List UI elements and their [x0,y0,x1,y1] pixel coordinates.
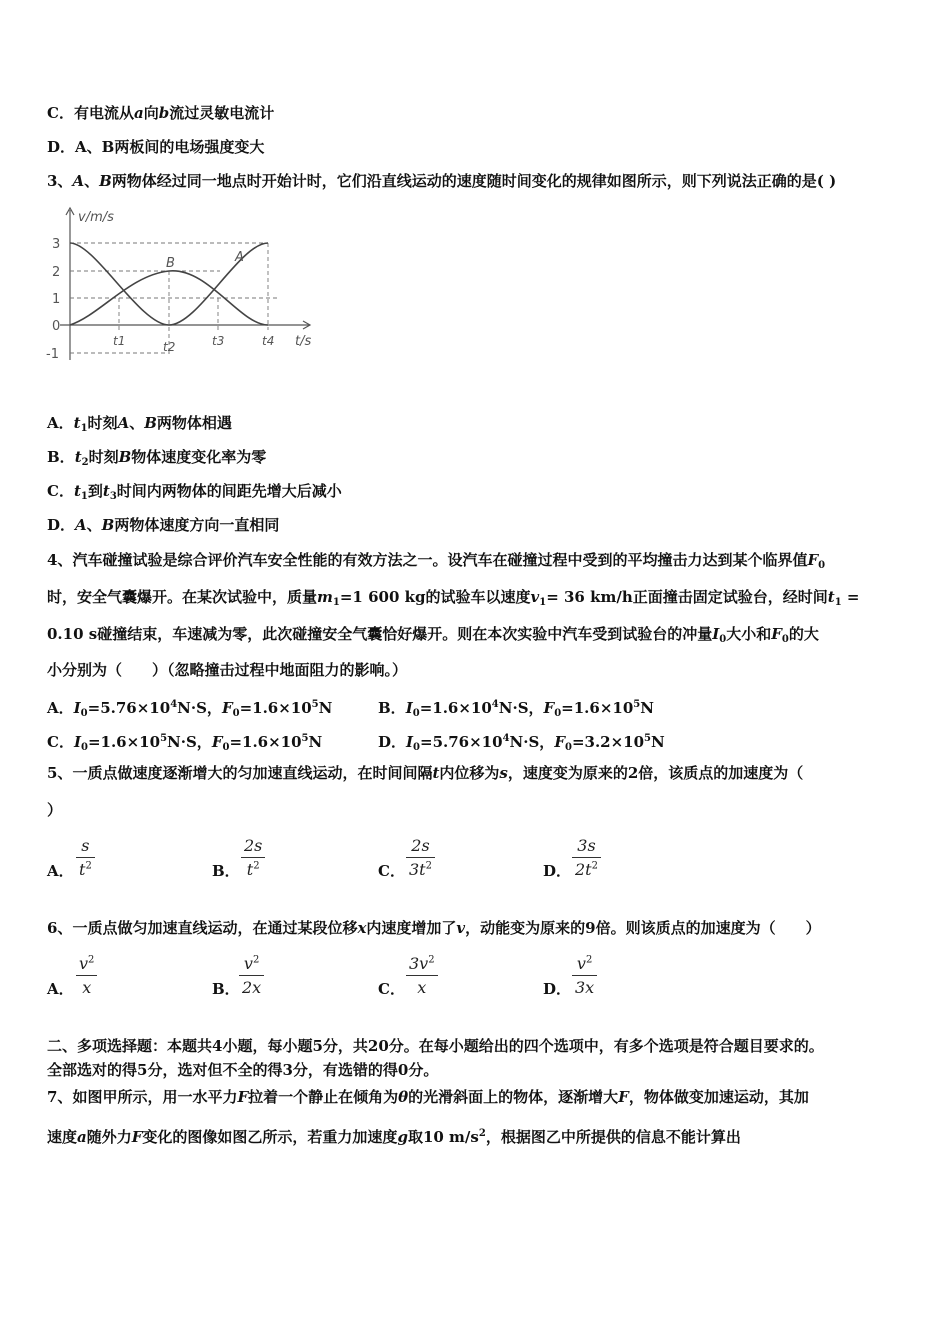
q5-option-b-fraction: 2s $t^2$ [241,836,265,879]
q7-stem-line1: 7、如图甲所示，用一水平力F拉着一个静止在倾角为θ的光滑斜面上的物体，逐渐增大F，物体做变加速运动，其加 [47,1088,809,1106]
q3-stem: 3、A、B两物体经过同一地点时开始计时，它们沿直线运动的速度随时间变化的规律如图所示，则下列说法正确的是( ) [47,172,837,190]
q6-option-a-fraction: $v^2$ x [76,954,97,997]
x-axis-label: t/s [295,334,312,349]
q6-option-b-label: B． [212,980,240,998]
section2-heading: 二、多项选择题：本题共4小题，每小题5分，共20分。在每小题给出的四个选项中，有多个选项是符合题目要求的。 [47,1037,824,1055]
q6-stem: 6、一质点做匀加速直线运动，在通过某段位移x内速度增加了v，动能变为原来的9倍。则该质点的加速度为（ ） [47,919,821,937]
q5-option-c-label: C． [378,862,405,880]
q4-stem-line1: 4、汽车碰撞试验是综合评价汽车安全性能的有效方法之一。设汽车在碰撞过程中受到的平均撞击力达到某个临界值$F_0$ [47,551,826,571]
q5-option-a-label: A． [47,862,74,880]
q3-option-b: B．$t_2$时刻B物体速度变化率为零 [47,448,267,468]
prev-option-c: C．有电流从a向b流过灵敏电流计 [47,104,275,122]
x-tick-t4: t4 [262,334,275,348]
curve-a-label: A [235,250,244,265]
q6-option-a-label: A． [47,980,74,998]
q7-stem-line2: 速度a随外力F变化的图像如图乙所示，若重力加速度g取10 $m/s^2$，根据图乙中所提供的信息不能计算出 [47,1128,741,1146]
q5-option-c-fraction: 2s $3t^2$ [406,836,435,879]
x-tick-t2: t2 [163,340,176,354]
q3-option-c: C．$t_1$到$t_3$时间内两物体的间距先增大后减小 [47,482,342,502]
x-tick-t1: t1 [113,334,126,348]
q6-option-c-label: C． [378,980,405,998]
q3-option-a: A．$t_1$时刻A、B两物体相遇 [47,414,232,434]
q4-stem-line2: 时，安全气囊爆开。在某次试验中，质量$m_1=1$ 600 kg的试验车以速度$v_1= 36$ km/h正面撞击固定试验台，经时间$t_1$ = [47,588,860,608]
q5-option-d-fraction: 3s $2t^2$ [572,836,601,879]
q4-option-c: C．$I_0=1.6\times 10^5N\cdot S$，$F_0=1.6\times 10^5N$ [47,733,323,753]
q4-option-a: A．$I_0=5.76\times 10^4N\cdot S$，$F_0=1.6\times 10^5N$ [47,699,333,719]
y-tick-2: 2 [52,265,61,280]
y-tick-1: 1 [52,292,61,307]
y-tick-neg1: -1 [46,347,59,362]
section2-scoring: 全部选对的得5分，选对但不全的得3分，有选错的得0分。 [47,1061,439,1079]
prev-option-d: D．A、B两板间的电场强度变大 [47,138,265,156]
q5-stem-close: ） [47,801,63,819]
q6-option-d-fraction: $v^2$ 3x [572,954,597,997]
q5-option-b-label: B． [212,862,240,880]
curve-b-label: B [166,256,175,271]
q6-option-c-fraction: $3v^2$ x [406,954,438,997]
q4-option-d: D．$I_0=5.76\times 10^4N\cdot S$，$F_0=3.2\times 10^5N$ [378,733,665,753]
y-axis-label: v/m/s [78,210,114,225]
q4-stem-line4: 小分别为（ ）（忽略撞击过程中地面阻力的影响。） [47,661,408,679]
q5-option-d-label: D． [543,862,572,880]
q3-velocity-graph [40,205,330,375]
q4-option-b: B．$I_0=1.6\times 10^4N\cdot S$，$F_0=1.6\times 10^5N$ [378,699,654,719]
q6-option-b-fraction: $v^2$ 2x [239,954,264,997]
q6-option-d-label: D． [543,980,572,998]
q5-stem: 5、一质点做速度逐渐增大的匀加速直线运动，在时间间隔t内位移为s，速度变为原来的2倍，该质点的加速度为（ [47,764,804,782]
y-tick-0: 0 [52,319,61,334]
x-tick-t3: t3 [212,334,225,348]
y-tick-3: 3 [52,237,61,252]
q3-option-d: D．A、B两物体速度方向一直相同 [47,516,280,534]
q5-option-a-fraction: s $t^2$ [76,836,95,879]
q4-stem-line3: 0.10 s碰撞结束，车速减为零，此次碰撞安全气囊恰好爆开。则在本次实验中汽车受到试验台的冲量$I_0$大小和$F_0$的大 [47,625,819,645]
